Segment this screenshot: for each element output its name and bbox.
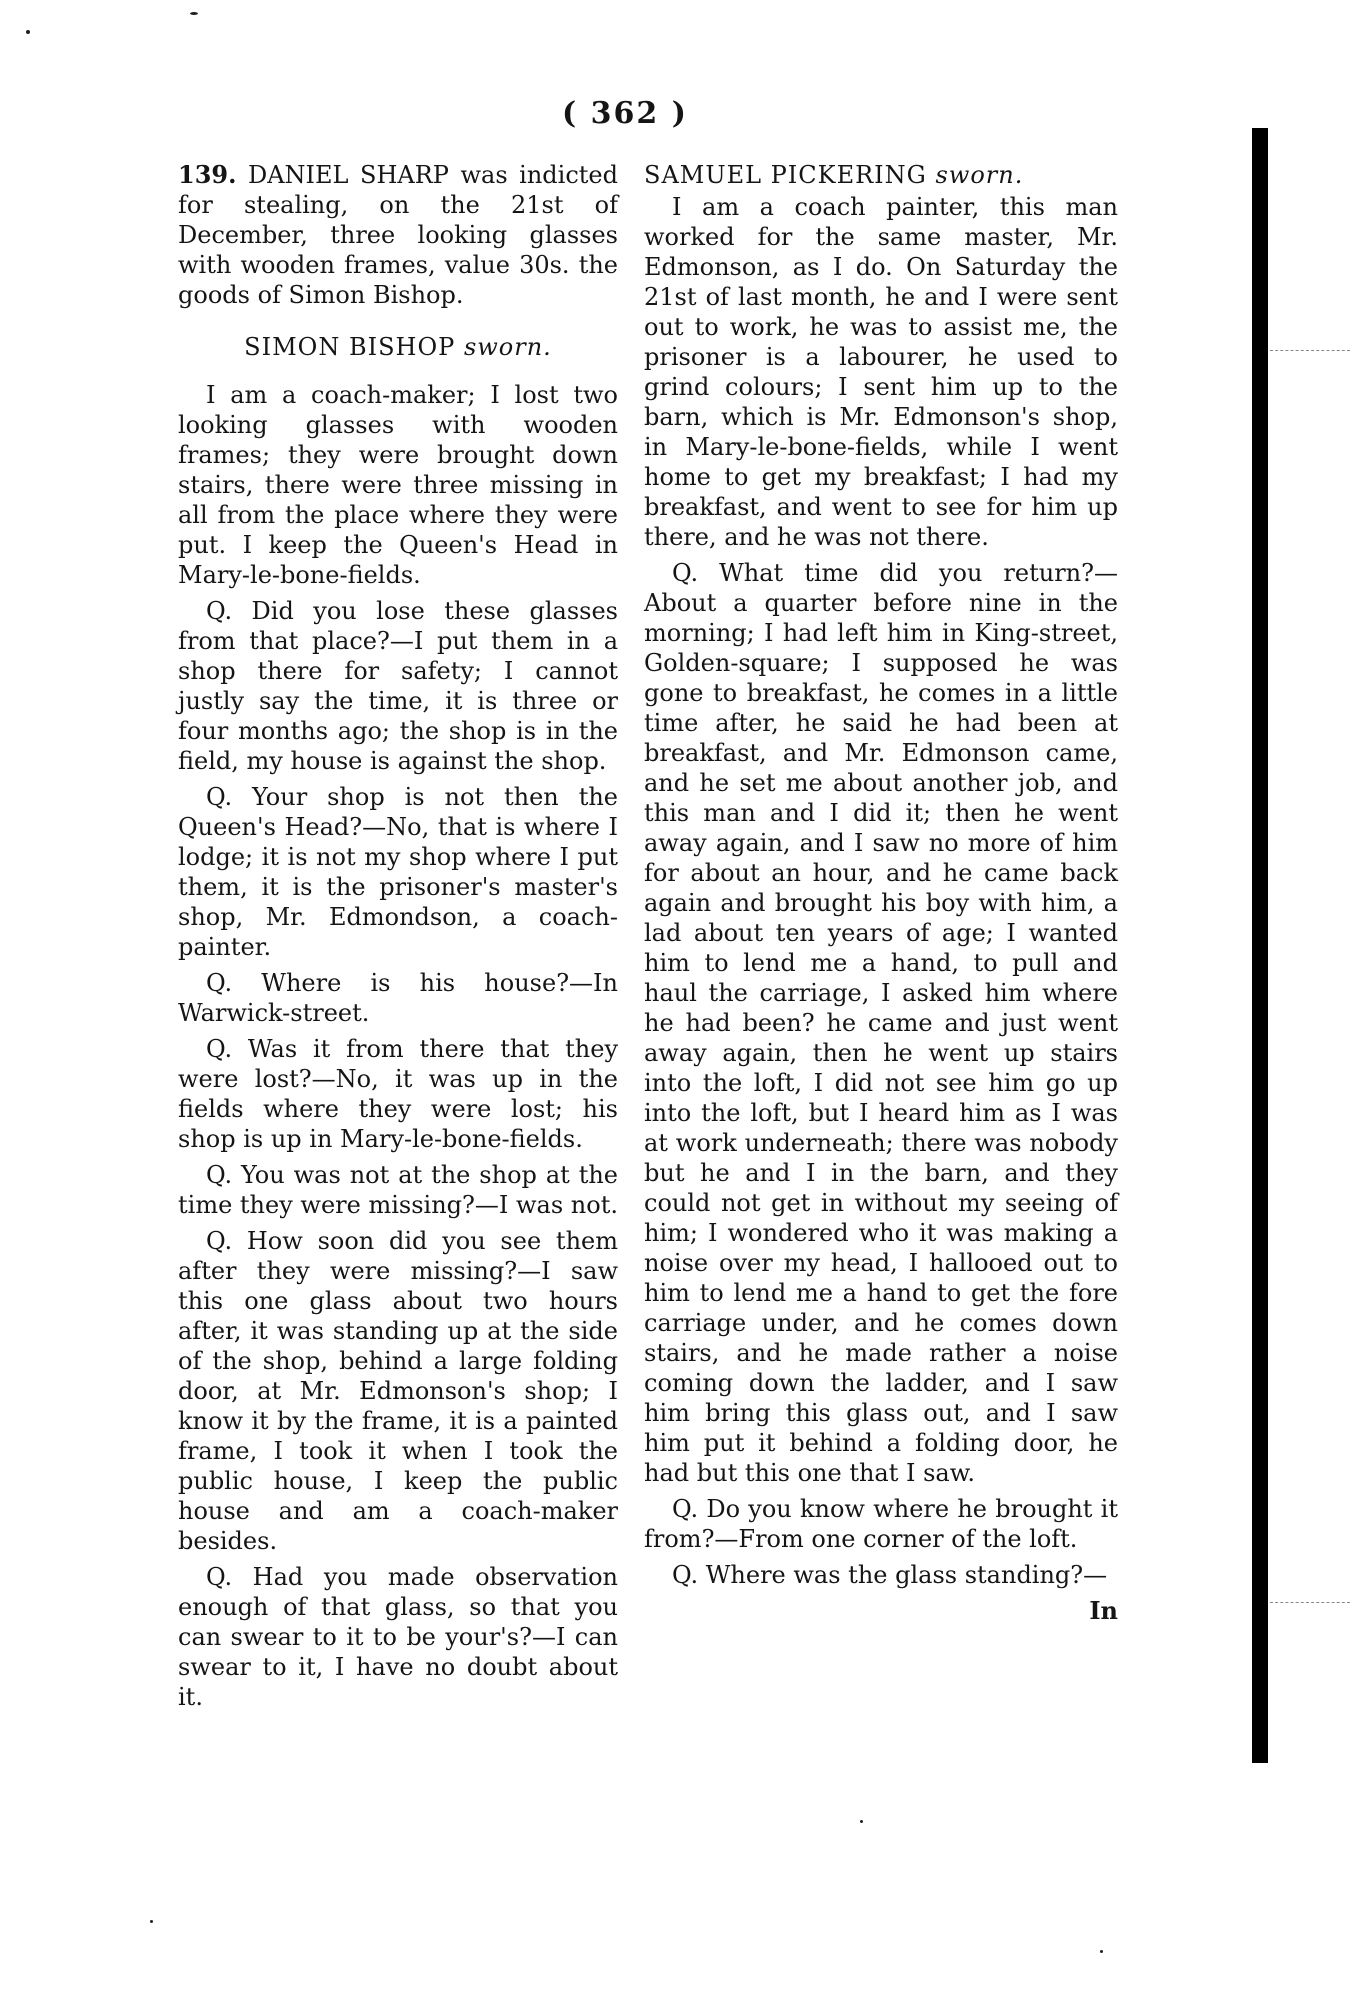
case-intro — [178, 160, 618, 310]
testimony-paragraph: Q. Did you lose these glasses from that place?—I put them in a shop there for safety; I cannot justly say the time, it is three or four months ago; the shop is in the field, my house is against the shop. — [178, 597, 618, 775]
testimony-paragraph: Q. Had you made observation enough of that glass, so that you can swear to it to be your's?—I can swear to it, I have no doubt about it. — [178, 1563, 618, 1711]
scan-noise-line — [1270, 1602, 1350, 1603]
testimony-paragraph: Q. How soon did you see them after they were missing?—I saw this one glass about two hours after, it was standing up at the side of the shop, behind a large folding door, at Mr. Edmonson's shop; I know it by the frame, it is a painted frame, I took it when I took the public house, I keep the public house and am a coach-maker besides. — [178, 1227, 618, 1555]
scan-speck — [26, 30, 30, 34]
scan-noise-line — [1270, 350, 1350, 351]
testimony-paragraph: I am a coach-maker; I lost two looking glasses with wooden frames; they were brought down stairs, there were three missing in all from the place where they were put. I keep the Queen's Head in Mary-le-bone-fields. — [178, 381, 618, 589]
witness-heading-bishop — [178, 332, 618, 362]
scan-speck — [1100, 1950, 1103, 1953]
scan-edge-bar — [1252, 128, 1268, 1763]
right-column — [644, 160, 1118, 1632]
testimony-paragraph: Q. Do you know where he brought it from?—From one corner of the loft. — [644, 1495, 1118, 1553]
testimony-paragraph: I am a coach painter, this man worked for the same master, Mr. Edmonson, as I do. On Saturday the 21st of last month, he and I were sent out to work, he was to assist me, the prisoner is a labourer, he used to grind colours; I sent him up to the barn, which is Mr. Edmonson's shop, in Mary-le-bone-fields, while I went home to get my breakfast; I had my breakfast, and went to see for him up there, and he was not there. — [644, 193, 1118, 551]
scan-speck — [860, 1820, 863, 1823]
witness-heading-pickering — [644, 160, 1118, 190]
testimony-paragraph: Q. Was it from there that they were lost?—No, it was up in the fields where they were lost; his shop is up in Mary-le-bone-fields. — [178, 1035, 618, 1153]
testimony-paragraph: Q. You was not at the shop at the time they were missing?—I was not. — [178, 1161, 618, 1219]
page-number: ( 362 ) — [562, 96, 688, 131]
case-number: 139. — [178, 160, 237, 189]
witness-name: SAMUEL PICKERING — [644, 161, 927, 189]
sworn-label: sworn. — [935, 161, 1024, 189]
scan-speck — [150, 1920, 153, 1923]
scan-speck — [190, 12, 198, 15]
left-column — [178, 160, 618, 1718]
case-intro-text: DANIEL SHARP was indicted for stealing, on the 21st of December, three looking glasses with wooden frames, value 30s. the goods of Simon Bishop. — [178, 161, 618, 309]
testimony-paragraph: Q. Where was the glass standing?— — [672, 1561, 1108, 1589]
testimony-paragraph: Q. Where is his house?—In Warwick-street. — [178, 969, 618, 1027]
sworn-label: sworn. — [463, 333, 552, 361]
testimony-paragraph: Q. Your shop is not then the Queen's Head?—No, that is where I lodge; it is not my shop where I put them, it is the prisoner's master's shop, Mr. Edmondson, a coach-painter. — [178, 783, 618, 961]
testimony-paragraph: Q. What time did you return?—About a quarter before nine in the morning; I had left him in King-street, Golden-square; I supposed he was gone to breakfast, he comes in a little time after, he said he had been at breakfast, and Mr. Edmonson came, and he set me about another job, and this man and I did it; then he went away again, and I saw no more of him for about an hour, and he came back again and brought his boy with him, a lad about ten years of age; I wanted him to lend me a hand, to pull and haul the carriage, I asked him where he had been? he came and just went away again, then he went up stairs into the loft, I did not see him go up into the loft, but I heard him as I was at work underneath; there was nobody but he and I in the barn, and they could not get in without my seeing of him; I wondered who it was making a noise over my head, I hallooed out to him to lend me a hand to get the fore carriage under, and he comes down stairs, and he made rather a noise coming down the ladder, and I saw him bring this glass out, and I saw him put it behind a folding door, he had but this one that I saw. — [644, 559, 1118, 1487]
witness-name: SIMON BISHOP — [244, 333, 456, 361]
catchword: In — [1089, 1596, 1118, 1625]
